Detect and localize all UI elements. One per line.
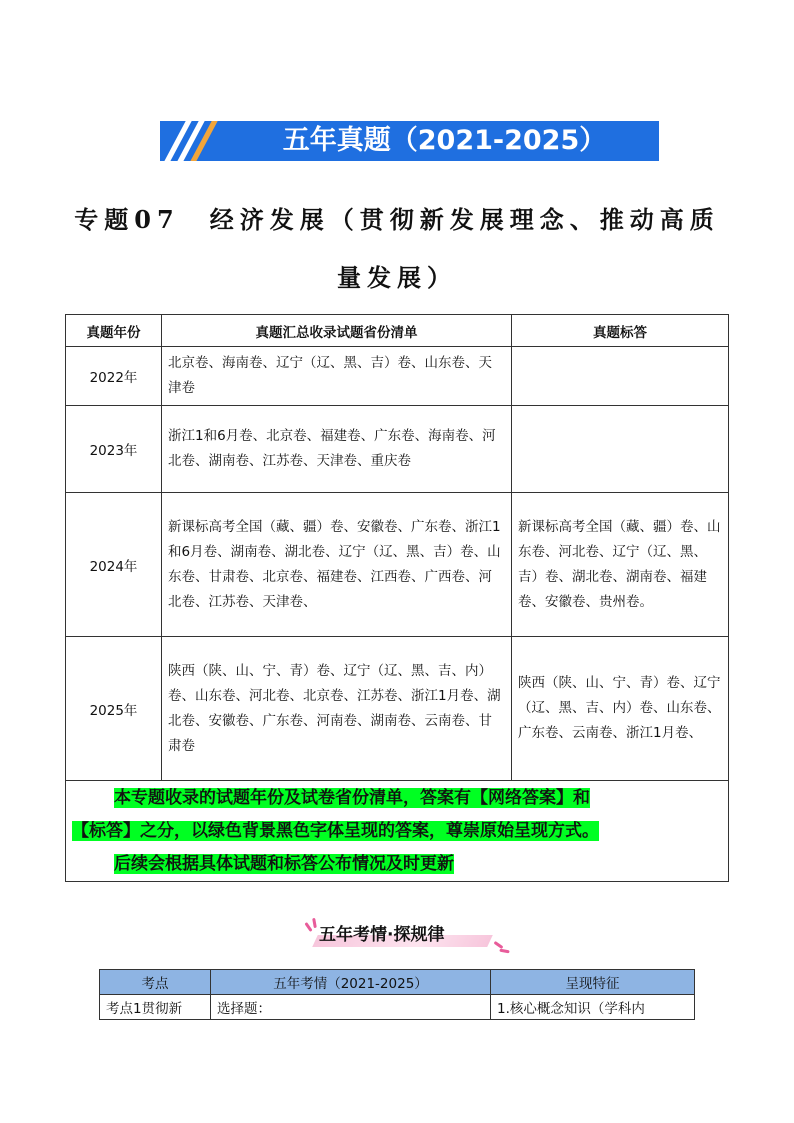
year-cell: 2025年	[66, 637, 162, 781]
note-line-3: 后续会根据具体试题和标答公布情况及时更新	[114, 853, 454, 874]
province-list-cell: 北京卷、海南卷、辽宁（辽、黑、吉）卷、山东卷、天津卷	[162, 347, 512, 406]
table-header-row	[66, 315, 729, 347]
trend-cell: 选择题：	[211, 995, 491, 1020]
note-line-1: 本专题收录的试题年份及试卷省份清单，答案有【网络答案】和	[114, 787, 590, 808]
header-trend: 五年考情（2021-2025）	[211, 970, 491, 995]
year-cell: 2023年	[66, 406, 162, 493]
year-cell: 2022年	[66, 347, 162, 406]
heading-line-1: 专题07 经济发展（贯彻新发展理念、推动高质	[74, 205, 720, 234]
decor-mark	[494, 941, 504, 949]
answer-cell: 陕西（陕、山、宁、青）卷、辽宁（辽、黑、吉、内）卷、山东卷、广东卷、云南卷、浙江1月卷、	[512, 637, 729, 781]
note-line-2: 【标答】之分，以绿色背景黑色字体呈现的答案，尊崇原始呈现方式。	[72, 820, 599, 841]
table-row	[66, 637, 729, 781]
header-topic: 考点	[100, 970, 211, 995]
table-row	[66, 493, 729, 637]
banner-title: 五年真题（2021-2025）	[282, 125, 607, 156]
features-cell: 1.核心概念知识（学科内	[491, 995, 695, 1020]
province-list-cell: 新课标高考全国（藏、疆）卷、安徽卷、广东卷、浙江1和6月卷、湖南卷、湖北卷、辽宁（辽、黑、吉）卷、山东卷、甘肃卷、北京卷、福建卷、江西卷、广西卷、河北卷、江苏卷、天津卷、	[162, 493, 512, 637]
answer-cell: 新课标高考全国（藏、疆）卷、山东卷、河北卷、辽宁（辽、黑、吉）卷、湖北卷、湖南卷、福建卷、安徽卷、贵州卷。	[512, 493, 729, 637]
document-heading	[66, 191, 728, 307]
section-heading	[315, 920, 495, 950]
header-standard-answer: 真题标答	[512, 315, 729, 347]
table-header-row	[100, 970, 695, 995]
header-year: 真题年份	[66, 315, 162, 347]
province-list-table	[65, 314, 729, 882]
answer-cell	[512, 347, 729, 406]
header-features: 呈现特征	[491, 970, 695, 995]
exam-trend-table	[99, 969, 695, 1020]
decor-mark	[499, 949, 509, 954]
note-row	[66, 781, 729, 882]
table-row	[66, 406, 729, 493]
header-province-list: 真题汇总收录试题省份清单	[162, 315, 512, 347]
heading-line-2: 量发展）	[337, 263, 457, 292]
answer-cell	[512, 406, 729, 493]
note-cell	[66, 781, 729, 882]
table-row	[66, 347, 729, 406]
topic-cell: 考点1贯彻新	[100, 995, 211, 1020]
title-banner	[160, 121, 659, 161]
province-list-cell: 陕西（陕、山、宁、青）卷、辽宁（辽、黑、吉、内）卷、山东卷、河北卷、北京卷、江苏卷、浙江1月卷、湖北卷、安徽卷、广东卷、河南卷、湖南卷、云南卷、甘肃卷	[162, 637, 512, 781]
table-row	[100, 995, 695, 1020]
year-cell: 2024年	[66, 493, 162, 637]
section-title: 五年考情·探规律	[319, 925, 445, 945]
province-list-cell: 浙江1和6月卷、北京卷、福建卷、广东卷、海南卷、河北卷、湖南卷、江苏卷、天津卷、重庆卷	[162, 406, 512, 493]
decor-mark	[304, 922, 312, 932]
